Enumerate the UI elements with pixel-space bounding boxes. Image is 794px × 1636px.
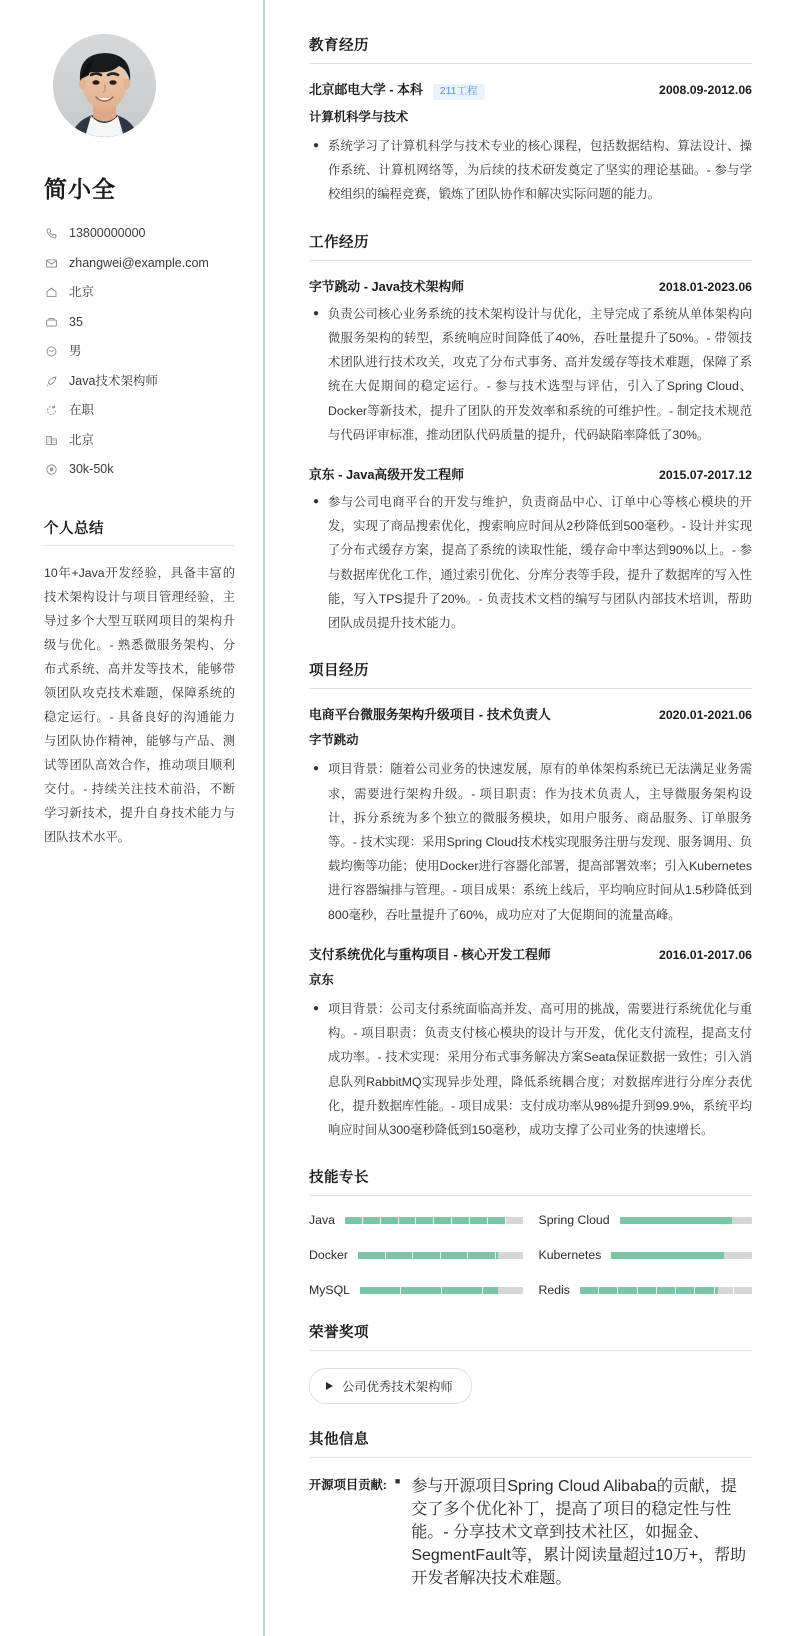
skill-progress-track — [620, 1217, 752, 1224]
skill-progress-track — [345, 1217, 523, 1224]
contact-item-gender — [42, 344, 235, 359]
skill-progress-ticks — [358, 1252, 523, 1259]
other-info-heading: 其他信息 — [309, 1428, 752, 1458]
entry-header — [309, 704, 752, 723]
contact-value: 35 — [69, 314, 83, 329]
skills-heading: 技能专长 — [309, 1166, 752, 1196]
contact-item-workplace — [42, 433, 235, 448]
contact-value: 30k-50k — [69, 462, 114, 476]
skill-progress-ticks — [620, 1217, 752, 1224]
project-entry — [309, 944, 752, 1142]
contact-value: zhangwei@example.com — [69, 255, 209, 270]
education-bullet-text: 系统学习了计算机科学与技术专业的核心课程，包括数据结构、算法设计、操作系统、计算机网络等，为后续的技术研发奠定了坚实的理论基础。- 参与学校组织的编程竞赛，锻炼了团队协作和解决实际问题的能力。 — [328, 139, 752, 202]
skill-progress-track — [611, 1252, 752, 1259]
contact-item-phone — [42, 226, 235, 241]
skill-progress-ticks — [360, 1287, 523, 1294]
project-date: 2020.01-2021.06 — [659, 708, 752, 723]
mail-icon — [44, 256, 58, 270]
contact-value: 13800000000 — [69, 226, 146, 240]
projects-section — [309, 659, 752, 1142]
work-title: 字节跳动 - Java技术架构师 — [309, 278, 465, 294]
other-info-section — [309, 1428, 752, 1588]
portrait-photo-icon — [53, 34, 156, 137]
summary-section — [42, 517, 235, 850]
other-info-label: 开源项目贡献: — [309, 1478, 387, 1493]
contact-value: 北京 — [69, 432, 95, 447]
skill-row — [309, 1283, 523, 1297]
contact-item-salary — [42, 462, 235, 477]
project-title: 支付系统优化与重构项目 - 核心开发工程师 — [309, 946, 551, 962]
page-title: 简小全 — [44, 176, 116, 202]
skill-row — [309, 1213, 523, 1227]
skill-progress-track — [360, 1287, 523, 1294]
contact-value: 北京 — [69, 285, 95, 299]
contact-item-age — [42, 315, 235, 330]
project-title: 电商平台微服务架构升级项目 - 技术负责人 — [309, 707, 551, 723]
other-info-row — [309, 1473, 752, 1588]
entry-header — [309, 276, 752, 295]
contact-value: 在职 — [69, 403, 95, 417]
home-icon — [44, 286, 58, 300]
work-entry — [309, 276, 752, 447]
skill-progress-ticks — [580, 1287, 752, 1294]
project-company: 字节跳动 — [309, 733, 359, 748]
refresh-icon — [44, 404, 58, 418]
project-bullet — [309, 997, 752, 1142]
entry-header — [309, 464, 752, 483]
bullet-dot-icon: ● — [313, 1002, 320, 1014]
school-name: 北京邮电大学 - 本科 — [309, 82, 423, 97]
summary-heading: 个人总结 — [42, 517, 235, 546]
skill-row — [309, 1248, 523, 1262]
contact-value: Java技术架构师 — [69, 373, 158, 388]
work-bullet — [309, 490, 752, 635]
work-bullet-text: 参与公司电商平台的开发与维护，负责商品中心、订单中心等核心模块的开发，实现了商品搜索优化，搜索响应时间从2秒降低到500毫秒。- 设计并实现了分布式缓存方案，提高了系统的读取性能，缓存命中率达到90%以上。- 参与数据库优化工作，通过索引优化、分库分表等手段，提升了数据库的写入性能，写入TPS提升了20%。- 负责技术文档的编写与团队内部技术培训，帮助团队成员提升技术能力。 — [328, 495, 752, 631]
contact-list — [42, 226, 235, 477]
skill-progress-ticks — [345, 1217, 523, 1224]
award-list — [309, 1366, 752, 1404]
other-info-text: 参与开源项目Spring Cloud Alibaba的贡献，提交了多个优化补丁，提高了项目的稳定性与性能。- 分享技术文章到技术社区，如掘金、SegmentFault等，累计阅读量超过10万+，帮助开发者解决技术难题。 — [411, 1478, 747, 1588]
awards-section — [309, 1321, 752, 1404]
education-date: 2008.09-2012.06 — [659, 83, 752, 97]
contact-item-hometown — [42, 285, 235, 300]
projects-heading: 项目经历 — [309, 659, 752, 689]
skill-name: Java — [309, 1213, 335, 1228]
skill-progress-ticks — [611, 1252, 752, 1259]
entry-header — [309, 79, 752, 100]
award-label: 公司优秀技术架构师 — [342, 1380, 453, 1395]
work-section — [309, 231, 752, 636]
work-title: 京东 - Java高级开发工程师 — [309, 467, 465, 483]
skill-name: Docker — [309, 1248, 348, 1263]
bullet-dot-icon: ● — [313, 763, 320, 775]
skills-section — [309, 1166, 752, 1297]
skill-row — [539, 1213, 753, 1227]
status-badge: 211工程 — [433, 84, 485, 101]
skill-name: Spring Cloud — [538, 1213, 610, 1228]
square-bullet-icon: ■ — [394, 1476, 401, 1487]
bullet-dot-icon: ● — [313, 307, 320, 319]
contact-item-email — [42, 256, 235, 271]
skill-name: Redis — [538, 1283, 570, 1298]
main-column — [265, 0, 794, 1636]
skill-progress-track — [580, 1287, 752, 1294]
project-company: 京东 — [309, 972, 334, 987]
project-bullet — [309, 757, 752, 927]
bullet-dot-icon: ● — [313, 496, 320, 508]
work-heading: 工作经历 — [309, 231, 752, 261]
project-bullet-text: 项目背景：公司支付系统面临高并发、高可用的挑战，需要进行系统优化与重构。- 项目职责：负责支付核心模块的设计与开发，优化支付流程，提高支付成功率。- 技术实现：采用分布式事务解决方案Seata保证数据一致性；引入消息队列RabbitMQ实现异步处理，降低系统耦合度；对数据库进行分库分表优化，提升数据库性能。- 项目成果：支付成功率从98%提升到99.9%，系统平均响应时间从300毫秒降低到150毫秒，成功支撑了公司业务的快速增长。 — [328, 1001, 752, 1137]
id-card-icon — [44, 315, 58, 329]
building-icon — [44, 433, 58, 447]
entry-header — [309, 944, 752, 963]
project-entry — [309, 704, 752, 927]
project-bullet-text: 项目背景：随着公司业务的快速发展，原有的单体架构系统已无法满足业务需求，需要进行架构升级。- 项目职责：作为技术负责人，主导微服务架构设计，拆分系统为多个独立的微服务模块，如用户服务、商品服务、订单服务等。- 技术实现：采用Spring Cloud技术栈实现服务注册与发现、服务调用、负载均衡等功能；使用Docker进行容器化部署，提高部署效率；引入Kubernetes进行容器编排与管理。- 项目成果：系统上线后，平均响应时间从1.5秒降低到800毫秒，吞吐量提升了60%，成功应对了大促期间的流量高峰。 — [328, 762, 752, 922]
award-chip[interactable] — [309, 1368, 472, 1404]
rocket-icon — [44, 374, 58, 388]
education-heading: 教育经历 — [309, 34, 752, 64]
education-major: 计算机科学与技术 — [309, 110, 409, 125]
bullet-dot-icon: ● — [313, 140, 320, 152]
awards-heading: 荣誉奖项 — [309, 1321, 752, 1351]
education-entry — [309, 79, 752, 207]
summary-text: 10年+Java开发经验，具备丰富的技术架构设计与项目管理经验，主导过多个大型互联网项目的架构升级与优化。- 熟悉微服务架构、分布式系统、高并发等技术，能够带领团队攻克技术难题，保障系统的稳定运行。- 具备良好的沟通能力与团队协作精神，能够与产品、测试等团队高效合作，推动项目顺利交付。- 持续关注技术前沿，不断学习新技术，提升自身技术能力与团队技术水平。 — [44, 566, 235, 844]
work-date: 2015.07-2017.12 — [659, 468, 752, 483]
avatar — [53, 34, 156, 137]
work-date: 2018.01-2023.06 — [659, 279, 752, 294]
skill-name: MySQL — [309, 1283, 350, 1298]
skill-name: Kubernetes — [538, 1248, 602, 1263]
work-entry — [309, 464, 752, 635]
project-date: 2016.01-2017.06 — [659, 947, 752, 962]
skill-row — [539, 1248, 753, 1262]
skill-row — [539, 1283, 753, 1297]
gender-icon — [44, 345, 58, 359]
contact-value: 男 — [69, 344, 82, 358]
skills-grid — [309, 1211, 752, 1297]
work-bullet-text: 负责公司核心业务系统的技术架构设计与优化，主导完成了系统从单体架构向微服务架构的转型，系统响应时间降低了40%，吞吐量提升了50%。- 带领技术团队进行技术攻关，攻克了分布式事务、高并发缓存等技术难题，保障了系统在大促期间的稳定运行。- 参与技术选型与评估，引入了Spring Cloud、Docker等新技术，提升了团队的开发效率和系统的可维护性。- 制定技术规范与代码评审标准，推动团队代码质量的提升，代码缺陷率降低了30%。 — [328, 306, 752, 442]
entry-title-wrap — [309, 79, 485, 100]
work-bullet — [309, 302, 752, 447]
skill-progress-track — [358, 1252, 523, 1259]
play-triangle-icon — [326, 1382, 333, 1390]
education-section — [309, 34, 752, 207]
contact-item-position — [42, 374, 235, 389]
coin-icon — [44, 463, 58, 477]
phone-icon — [44, 227, 58, 241]
education-bullet — [309, 134, 752, 207]
contact-item-status — [42, 403, 235, 418]
sidebar — [0, 0, 265, 1636]
